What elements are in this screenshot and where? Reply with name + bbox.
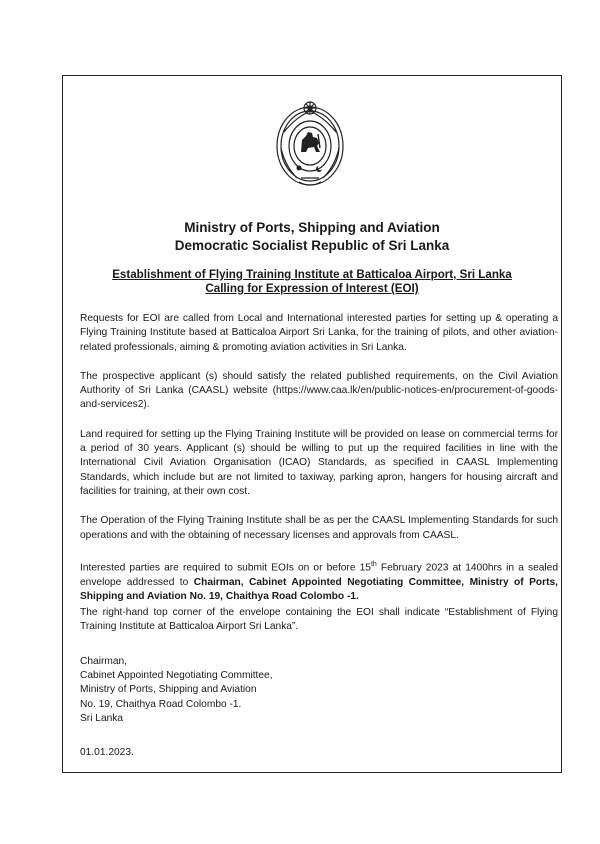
date-suffix: th	[370, 560, 377, 568]
paragraph-request: Requests for EOI are called from Local and International interested parties for setting up & operating a Flying Training Institute based at Batticaloa Airport Sri Lanka, for the training of pilots, and other aviation-related professionals, aiming & promoting aviation activities in Sri Lanka.	[80, 313, 558, 353]
address-line: Ministry of Ports, Shipping and Aviation	[80, 684, 257, 696]
subject-subtitle: Calling for Expression of Interest (EOI)	[205, 282, 419, 295]
paragraph-requirements: The prospective applicant (s) should satisfy the related published requirements, on the Civil Aviation Authority of Sri Lanka (CAASL) website (https://www.caa.lk/en/public-notices-en/procurement-of-goods-and-services2).	[80, 370, 558, 411]
ministry-name: Ministry of Ports, Shipping and Aviation	[184, 220, 440, 235]
paragraph-envelope: The right-hand top corner of the envelope containing the EOI shall indicate “Establishment of Flying Training Institute at Batticaloa Airport Sri Lanka”.	[80, 607, 558, 633]
submission-deadline-text: February 2023 at 1400hrs in a sealed envelope addressed to	[80, 562, 558, 588]
country-name: Democratic Socialist Republic of Sri Lanka	[174, 238, 450, 253]
subject-title: Establishment of Flying Training Institute at Batticaloa Airport, Sri Lanka	[112, 268, 512, 281]
national-emblem-icon	[275, 100, 345, 188]
ministry-heading	[62, 219, 562, 255]
notice-date: 01.01.2023.	[80, 747, 134, 759]
notice-body	[80, 312, 558, 761]
signature-address	[80, 655, 558, 726]
notice-subject	[62, 268, 562, 296]
paragraph-submission	[80, 558, 558, 604]
address-line: Cabinet Appointed Negotiating Committee,	[80, 670, 273, 682]
paragraph-operation: The Operation of the Flying Training Institute shall be as per the CAASL Implementing Standards for such operations and with the obtaining of necessary licenses and approvals from CAASL.	[80, 515, 558, 541]
paragraph-land-lease: Land required for setting up the Flying Training Institute will be provided on lease on commercial terms for a period of 30 years. Applicant (s) should be willing to put up the required facilities in line with the International Civil Aviation Organisation (ICAO) Standards, as specified in CAASL Implementing Standards, which include but are not limited to taxiway, parking apron, hangers for housing aircraft and facilities for training, at their own cost.	[80, 428, 558, 497]
address-line: No. 19, Chaithya Road Colombo -1.	[80, 698, 242, 710]
address-line: Chairman,	[80, 655, 127, 667]
submission-text: Interested parties are required to submit EOIs on or before 15	[80, 562, 371, 574]
address-line: Sri Lanka	[80, 712, 124, 724]
submission-address: Chairman, Cabinet Appointed Negotiating Committee, Ministry of Ports, Shipping and Aviation No. 19, Chaithya Road Colombo -1.	[80, 576, 558, 602]
